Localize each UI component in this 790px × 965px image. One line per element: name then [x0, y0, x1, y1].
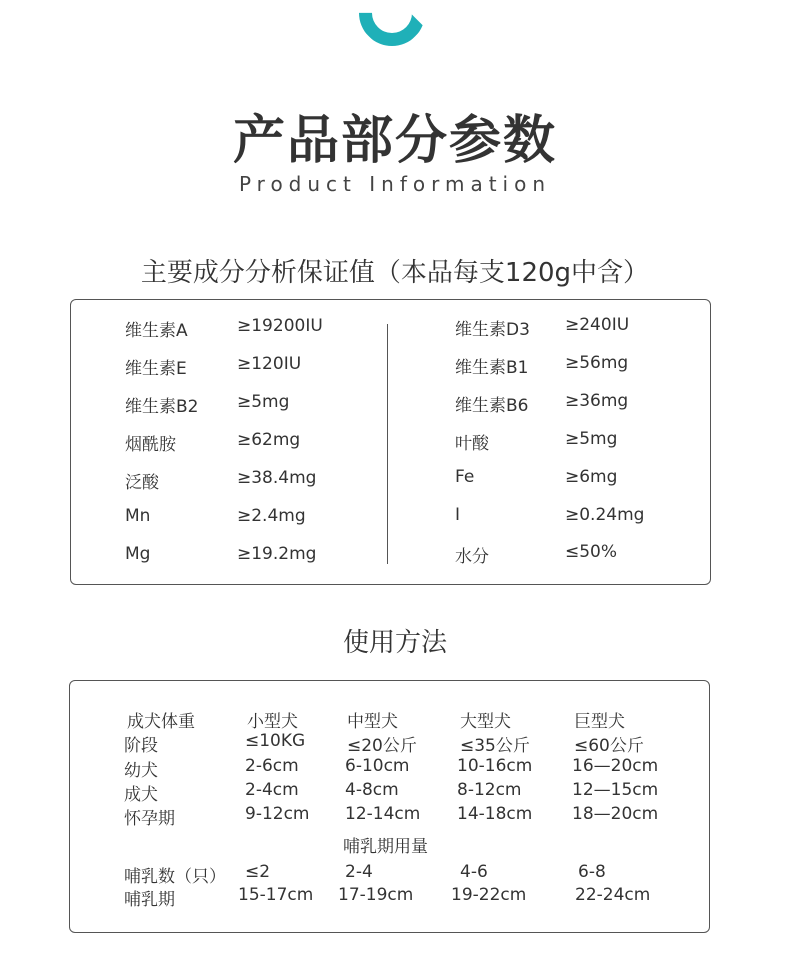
usage-header-cell: 成犬体重: [127, 712, 195, 732]
usage-cell: 幼犬: [124, 761, 158, 781]
usage-cell: 哺乳数（只）: [124, 867, 226, 887]
usage-cell: 16—20cm: [572, 756, 659, 776]
usage-cell: 15-17cm: [238, 885, 314, 905]
nutrient-value: ≥2.4mg: [237, 506, 306, 526]
nutrient-name: 维生素A: [125, 321, 188, 341]
page-subtitle: Product Information: [238, 172, 552, 196]
usage-header-cell: 小型犬: [247, 712, 298, 732]
usage-cell: 6-8: [578, 862, 606, 882]
usage-cell: 怀孕期: [124, 809, 175, 829]
usage-cell: 12—15cm: [572, 780, 659, 800]
nutrient-value: ≥0.24mg: [565, 505, 645, 525]
nutrient-value: ≥38.4mg: [237, 468, 317, 488]
nutrient-name: Fe: [455, 467, 475, 487]
usage-header-cell: 巨型犬: [574, 712, 625, 732]
usage-cell: 2-6cm: [245, 756, 299, 776]
nutrient-value: ≥62mg: [237, 430, 301, 450]
usage-cell: 19-22cm: [451, 885, 527, 905]
usage-cell: 17-19cm: [338, 885, 414, 905]
page-title: 产品部分参数: [232, 111, 557, 171]
nutrient-name: I: [455, 505, 461, 525]
brand-u-icon: [345, 0, 438, 60]
nutrition-section-title: 主要成分分析保证值（本品每支120g中含）: [140, 258, 650, 288]
nutrient-name: 维生素B1: [455, 358, 529, 378]
nutrient-name: Mn: [125, 506, 151, 526]
nutrition-divider: [387, 324, 388, 564]
usage-cell: 阶段: [124, 736, 158, 756]
usage-cell: ≤10KG: [245, 731, 306, 751]
nutrient-value: ≥6mg: [565, 467, 618, 487]
nutrient-name: 烟酰胺: [125, 435, 176, 455]
usage-cell: 6-10cm: [345, 756, 410, 776]
nutrient-name: Mg: [125, 544, 151, 564]
usage-cell: 9-12cm: [245, 804, 310, 824]
nutrient-value: ≤50%: [565, 542, 618, 562]
usage-section-title: 使用方法: [342, 628, 447, 658]
usage-cell: 4-8cm: [345, 780, 399, 800]
lactation-title: 哺乳期用量: [343, 837, 428, 857]
usage-cell: 12-14cm: [345, 804, 421, 824]
nutrient-value: ≥240IU: [565, 315, 630, 335]
nutrient-name: 维生素D3: [455, 320, 530, 340]
usage-cell: 22-24cm: [575, 885, 651, 905]
usage-cell: 8-12cm: [457, 780, 522, 800]
usage-cell: 2-4: [345, 862, 373, 882]
usage-cell: 10-16cm: [457, 756, 533, 776]
nutrient-value: ≥5mg: [237, 392, 290, 412]
usage-cell: 14-18cm: [457, 804, 533, 824]
usage-cell: ≤2: [245, 862, 271, 882]
usage-header-cell: 大型犬: [460, 712, 511, 732]
nutrient-value: ≥5mg: [565, 429, 618, 449]
nutrient-value: ≥120IU: [237, 354, 302, 374]
nutrient-name: 水分: [455, 547, 489, 567]
usage-cell: 4-6: [460, 862, 488, 882]
nutrient-name: 维生素B6: [455, 396, 529, 416]
usage-header-cell: 中型犬: [347, 712, 398, 732]
nutrient-name: 维生素E: [125, 359, 187, 379]
nutrient-value: ≥19200IU: [237, 316, 323, 336]
nutrient-value: ≥36mg: [565, 391, 629, 411]
nutrient-value: ≥56mg: [565, 353, 629, 373]
nutrient-name: 泛酸: [125, 473, 159, 493]
usage-cell: ≤35公斤: [460, 736, 530, 756]
nutrient-name: 叶酸: [455, 434, 489, 454]
nutrient-name: 维生素B2: [125, 397, 199, 417]
usage-cell: ≤60公斤: [574, 736, 644, 756]
usage-cell: 哺乳期: [124, 890, 175, 910]
nutrient-value: ≥19.2mg: [237, 544, 317, 564]
usage-cell: ≤20公斤: [347, 736, 417, 756]
usage-cell: 2-4cm: [245, 780, 299, 800]
usage-cell: 18—20cm: [572, 804, 659, 824]
usage-cell: 成犬: [124, 785, 158, 805]
